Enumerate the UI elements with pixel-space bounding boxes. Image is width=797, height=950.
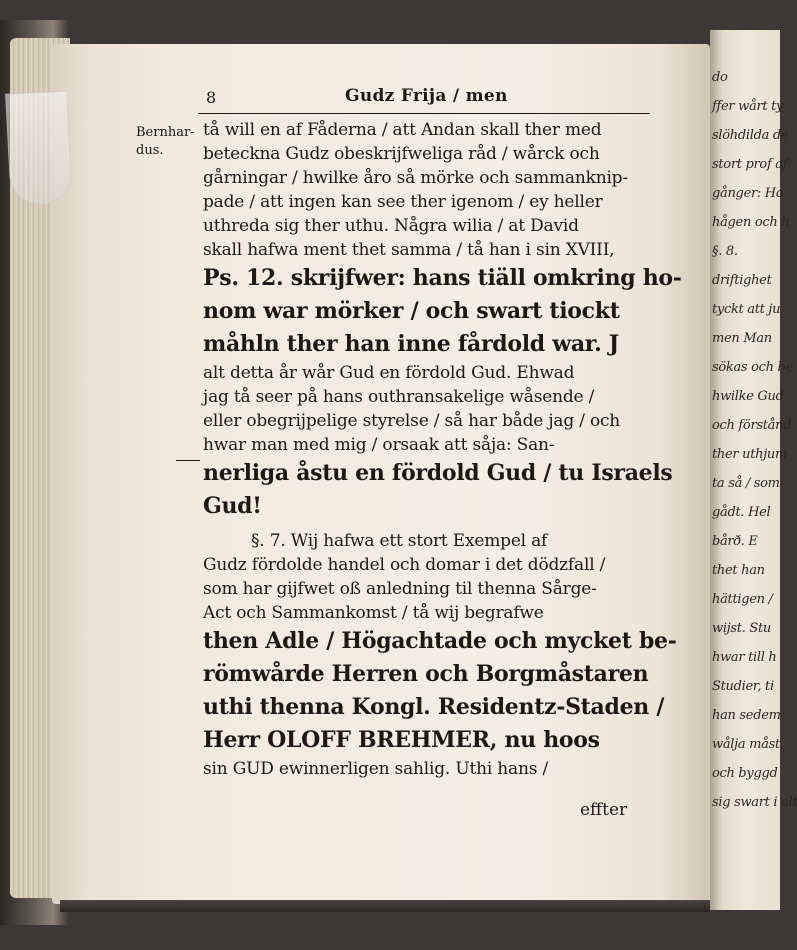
text-line: Gudz fördolde handel och domar i det dödzfall / (203, 555, 606, 575)
bottom-edge (60, 900, 710, 912)
facing-page-fragment: do (712, 70, 728, 85)
text-line: skall hafwa ment thet samma / tå han i sin XVIII, (203, 240, 615, 260)
text-line: nerliga åstu en fördold Gud / tu Israels (203, 460, 673, 486)
facing-page-fragment: driftighet (712, 273, 772, 288)
text-line: §. 7. Wij hafwa ett stort Exempel af (251, 531, 548, 551)
facing-page-fragment: hågen och h (712, 215, 790, 230)
facing-page-fragment: §. 8. (712, 244, 738, 259)
facing-page-fragment: och byggd (712, 766, 778, 781)
facing-page-fragment: gånger: Ho (712, 186, 784, 201)
text-line: Act och Sammankomst / tå wij begrafwe (203, 603, 544, 623)
facing-page-fragment: och förstånd (712, 418, 792, 433)
head-rule (198, 113, 650, 114)
body-text (203, 118, 682, 781)
facing-page-fragment: hwar till h (712, 650, 777, 665)
running-head (200, 86, 655, 110)
running-title: Gudz Frija / men (345, 86, 508, 106)
facing-page-fragment: thet han (712, 563, 765, 578)
text-line: nom war mörker / och swart tiockt (203, 298, 620, 324)
text-line: Herr OLOFF BREHMER, nu hoos (203, 727, 600, 753)
facing-page-fragment: han sedem (712, 708, 781, 723)
facing-page-fragment: hättigen / (712, 592, 773, 607)
facing-page-fragment: gådt. Hel (712, 505, 771, 520)
page-number: 8 (206, 88, 217, 107)
facing-page-fragment: wålja måst (712, 737, 780, 752)
text-line: Ps. 12. skrijfwer: hans tiäll omkring ho- (203, 265, 682, 291)
facing-page-fragment: wijst. Stu (712, 621, 771, 636)
text-line: uthi thenna Kongl. Residentz-Staden / (203, 694, 665, 720)
text-line: then Adle / Högachtade och mycket be- (203, 628, 677, 654)
text-line: pade / att ingen kan see ther igenom / ey heller (203, 192, 603, 212)
facing-page-fragment: bårð. E (712, 534, 758, 549)
text-line: eller obegrijpelige styrelse / så har både jag / och (203, 411, 621, 431)
text-line: måhln ther han inne fårdold war. J (203, 331, 619, 357)
margin-dash (176, 460, 200, 461)
facing-page (710, 30, 797, 910)
facing-page-fragment: slöhdilda de (712, 128, 789, 143)
margin-note (136, 124, 206, 160)
facing-page-fragment: ta så / som (712, 476, 780, 491)
text-line: Gud! (203, 493, 262, 519)
margin-note-line: dus. (136, 143, 164, 158)
text-line: tå will en af Fåderna / att Andan skall ther med (203, 120, 602, 140)
facing-page-fragment: ther uthjum (712, 447, 788, 462)
plastic-tab-marker (5, 90, 73, 205)
text-line: hwar man med mig / orsaak att såja: San- (203, 435, 555, 455)
facing-page-fragment: Studier, ti (712, 679, 774, 694)
facing-page-fragment: tyckt att ju (712, 302, 781, 317)
text-line: sin GUD ewinnerligen sahlig. Uthi hans / (203, 759, 548, 779)
text-line: beteckna Gudz obeskrijfweliga råd / wårck och (203, 144, 600, 164)
facing-page-fragment: ffer wårt ty (712, 99, 784, 114)
facing-page-fragment: men Man (712, 331, 772, 346)
facing-page-fragment: sig swart i alt (712, 795, 797, 810)
text-line: uthreda sig ther uthu. Några wilia / at David (203, 216, 579, 236)
text-line: römwårde Herren och Borgmåstaren (203, 661, 649, 687)
facing-page-fragment: sökas och be (712, 360, 793, 375)
text-line: jag tå seer på hans outhransakelige wåsende / (203, 387, 595, 407)
facing-page-fragment: hwilke Gud (712, 389, 784, 404)
catchword: effter (580, 800, 628, 820)
facing-page-fragment: stort prof af (712, 157, 788, 172)
text-line: alt detta år wår Gud en fördold Gud. Ehwad (203, 363, 575, 383)
text-line: gårningar / hwilke åro så mörke och sammanknip- (203, 168, 628, 188)
margin-note-line: Bernhar- (136, 125, 195, 140)
text-line: som har gijfwet oß anledning til thenna Sårge- (203, 579, 597, 599)
